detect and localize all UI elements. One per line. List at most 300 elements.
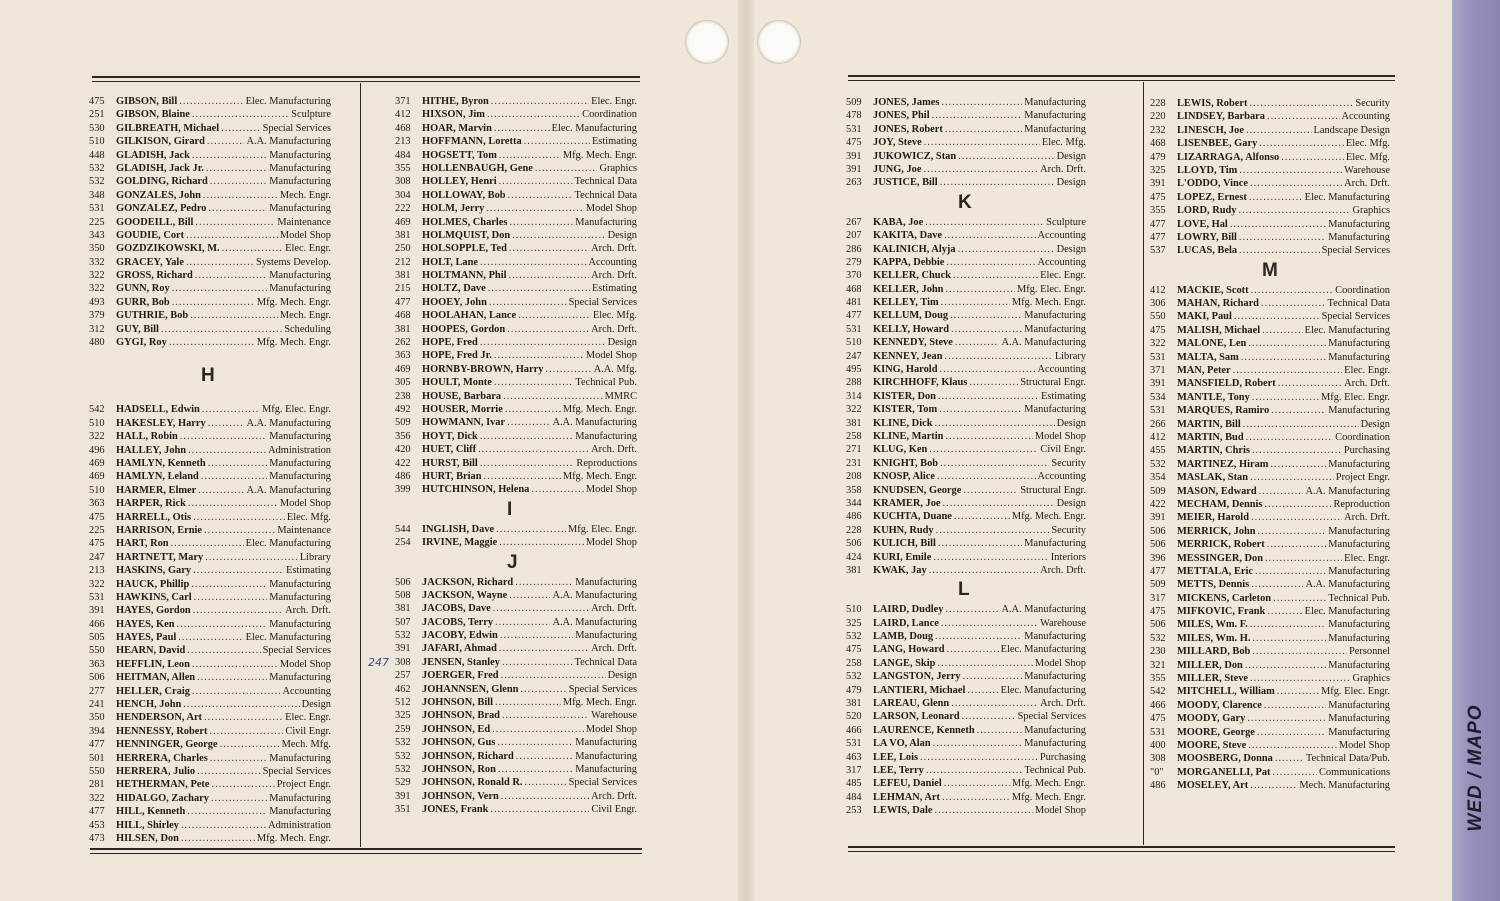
department: Manufacturing	[1328, 231, 1390, 243]
extension-number: 391	[89, 605, 105, 617]
department: Technical Data	[574, 176, 637, 188]
department: Manufacturing	[1024, 724, 1086, 736]
department: Elec. Mfg.	[1345, 151, 1390, 163]
dot-leader	[1265, 552, 1342, 565]
employee-name: KELLEY, Tim	[873, 297, 939, 309]
department: Accounting	[1341, 111, 1390, 123]
employee-name: KULICH, Bill	[873, 538, 936, 550]
directory-entry	[89, 752, 331, 765]
section-letter-heading	[395, 497, 637, 523]
department: Security	[1051, 524, 1086, 536]
directory-entry	[395, 269, 637, 282]
department: Arch. Drft.	[591, 790, 637, 802]
dot-leader	[1252, 444, 1342, 457]
directory-entry	[1150, 592, 1390, 605]
dot-leader	[489, 296, 567, 309]
directory-entry	[395, 363, 637, 376]
extension-number: 510	[846, 604, 862, 616]
extension-number: 469	[395, 216, 411, 228]
dot-leader	[515, 576, 573, 589]
extension-number: 506	[1150, 619, 1166, 631]
directory-entry	[846, 684, 1086, 697]
employee-name: KABA, Joe	[873, 216, 924, 228]
department: Manufacturing	[1328, 699, 1390, 711]
extension-number: 481	[846, 297, 862, 309]
dot-leader	[1245, 659, 1326, 672]
employee-name: HOUSER, Morrie	[422, 403, 503, 415]
employee-name: MALTA, Sam	[1177, 351, 1239, 363]
directory-entry	[846, 443, 1086, 456]
directory-entry	[1150, 498, 1390, 511]
extension-number: 391	[395, 643, 411, 655]
employee-name: GILBREATH, Michael	[116, 122, 220, 134]
book-gutter	[738, 0, 754, 901]
extension-number: 477	[89, 806, 105, 818]
dot-leader	[206, 162, 267, 175]
dot-leader	[1277, 685, 1319, 698]
extension-number: 506	[846, 538, 862, 550]
extension-number: 532	[1150, 632, 1166, 644]
department: Coordination	[1335, 284, 1390, 296]
directory-entry	[395, 750, 637, 763]
directory-entry	[1150, 391, 1390, 404]
department: A.A. Manufacturing	[552, 417, 637, 429]
dot-leader	[161, 323, 282, 336]
employee-name: MAKI, Paul	[1177, 311, 1232, 323]
directory-entry	[395, 709, 637, 722]
top-rule-right	[848, 75, 1395, 81]
directory-entry	[89, 175, 331, 188]
extension-number: 534	[1150, 391, 1166, 403]
employee-name: JONES, James	[873, 97, 940, 108]
extension-number: 542	[1150, 686, 1166, 698]
employee-name: HASKINS, Gary	[116, 565, 192, 577]
department: Manufacturing	[1328, 659, 1390, 671]
department: Mfg. Mech. Engr.	[256, 832, 331, 844]
dot-leader	[193, 511, 285, 524]
directory-entry	[89, 819, 331, 832]
employee-name: JOHNSON, Gus	[422, 737, 496, 749]
directory-entry	[89, 685, 331, 698]
extension-number: 422	[1150, 498, 1166, 510]
department: Sculpture	[1046, 216, 1086, 228]
directory-entry	[1150, 377, 1390, 390]
directory-entry	[395, 162, 637, 175]
employee-name: LEE, Lois	[873, 751, 919, 763]
department: MMRC	[604, 390, 637, 402]
section-letter: H	[201, 365, 215, 387]
dot-leader	[1246, 431, 1334, 444]
employee-name: LEHMAN, Art	[873, 791, 940, 803]
employee-name: KELLER, Chuck	[873, 270, 951, 282]
employee-name: MASON, Edward	[1177, 485, 1257, 497]
dot-leader	[512, 229, 605, 242]
extension-number: 475	[1150, 324, 1166, 336]
employee-name: MARQUES, Ramiro	[1177, 405, 1270, 417]
extension-number: 247	[846, 350, 862, 362]
directory-entry	[846, 123, 1086, 136]
department: Structural Engr.	[1020, 484, 1086, 496]
department: Manufacturing	[269, 471, 331, 483]
department: A.A. Mfg.	[593, 363, 637, 375]
directory-entry	[89, 792, 331, 805]
dot-leader	[480, 457, 575, 470]
extension-number: 348	[89, 189, 105, 201]
extension-number: 279	[846, 256, 862, 268]
dot-leader	[480, 256, 587, 269]
department: Accounting	[282, 685, 331, 697]
section-letter-heading	[1150, 258, 1390, 284]
extension-number: 477	[89, 739, 105, 751]
extension-number: 358	[846, 484, 862, 496]
extension-number: 492	[395, 403, 411, 415]
dot-leader	[178, 631, 243, 644]
department: Warehouse	[591, 710, 637, 722]
department: Library	[1054, 350, 1086, 362]
directory-entry	[1150, 244, 1390, 257]
directory-entry	[846, 216, 1086, 229]
employee-name: MALISH, Michael	[1177, 324, 1261, 336]
department: Manufacturing	[1328, 351, 1390, 363]
extension-number: 322	[1150, 338, 1166, 350]
dot-leader	[190, 309, 278, 322]
employee-name: JACOBS, Terry	[422, 616, 494, 628]
department: Manufacturing	[1328, 726, 1390, 738]
dot-leader	[1251, 511, 1342, 524]
dot-leader	[483, 470, 560, 483]
directory-entry	[846, 791, 1086, 804]
dot-leader	[494, 376, 574, 389]
dot-leader	[172, 296, 255, 309]
employee-name: GLADISH, Jack Jr.	[116, 162, 204, 174]
dot-leader	[1267, 110, 1340, 123]
dot-leader	[1234, 310, 1320, 323]
directory-entry	[89, 242, 331, 255]
department: Manufacturing	[1024, 404, 1086, 416]
dot-leader	[208, 417, 245, 430]
directory-entry	[89, 282, 331, 295]
directory-entry	[1150, 565, 1390, 578]
dot-leader	[945, 430, 1032, 443]
extension-number: 381	[395, 270, 411, 282]
dot-leader	[191, 578, 267, 591]
directory-entry	[846, 243, 1086, 256]
directory-entry	[89, 202, 331, 215]
dot-leader	[486, 202, 584, 215]
directory-entry	[89, 578, 331, 591]
dot-leader	[940, 457, 1049, 470]
department: Structural Engr.	[1020, 377, 1086, 389]
extension-number: 238	[395, 390, 411, 402]
department: Mech. Engr.	[279, 310, 331, 322]
directory-entry	[89, 430, 331, 443]
dot-leader	[962, 710, 1016, 723]
department: Manufacturing	[1024, 110, 1086, 122]
extension-number: 510	[89, 136, 105, 148]
dot-leader	[188, 497, 278, 510]
dot-leader	[1264, 498, 1331, 511]
employee-name: HOLSOPPLE, Ted	[422, 243, 507, 255]
extension-number: 531	[1150, 726, 1166, 738]
extension-number: 344	[846, 497, 862, 509]
employee-name: HARPER, Rick	[116, 498, 186, 510]
extension-number: 510	[846, 337, 862, 349]
directory-entry	[846, 376, 1086, 389]
section-letter-heading	[846, 577, 1086, 603]
employee-name: HOPE, Fred Jr.	[422, 350, 492, 362]
extension-number: 322	[89, 578, 105, 590]
department: Reproduction	[1333, 498, 1390, 510]
employee-name: MOOSBERG, Donna	[1177, 753, 1273, 765]
directory-entry	[1150, 485, 1390, 498]
extension-number: 542	[89, 404, 105, 416]
extension-number: 230	[1150, 646, 1166, 658]
employee-name: JENSEN, Stanley	[422, 656, 500, 668]
extension-number: 532	[1150, 458, 1166, 470]
extension-number: 314	[846, 390, 862, 402]
directory-entry	[1150, 364, 1390, 377]
employee-name: MARTIN, Bud	[1177, 431, 1244, 443]
department: Mfg. Elec. Engr.	[262, 404, 331, 416]
employee-name: HITHE, Byron	[422, 96, 489, 107]
dot-leader	[929, 443, 1038, 456]
extension-number: 550	[89, 645, 105, 657]
employee-name: LAIRD, Dudley	[873, 604, 944, 616]
employee-name: HART, Ron	[116, 538, 169, 550]
extension-number: 422	[395, 457, 411, 469]
dot-leader	[502, 656, 573, 669]
directory-entry	[1150, 418, 1390, 431]
directory-entry	[1150, 191, 1390, 204]
extension-number: 531	[846, 323, 862, 335]
department: Manufacturing	[1024, 97, 1086, 108]
employee-name: HURST, Bill	[422, 457, 478, 469]
directory-column-4	[1150, 97, 1390, 793]
dot-leader	[192, 149, 267, 162]
department: Project Engr.	[1335, 472, 1390, 484]
extension-number: 506	[89, 672, 105, 684]
dot-leader	[947, 643, 999, 656]
extension-number: 455	[1150, 445, 1166, 457]
section-letter: L	[958, 579, 970, 601]
department: Manufacturing	[1024, 310, 1086, 322]
dot-leader	[1250, 471, 1334, 484]
employee-name: KENNEY, Jean	[873, 350, 943, 362]
directory-entry	[89, 403, 331, 416]
employee-name: MALONE, Len	[1177, 338, 1247, 350]
employee-name: LEE, Terry	[873, 764, 924, 776]
extension-number: 469	[89, 471, 105, 483]
directory-entry	[846, 430, 1086, 443]
directory-entry	[89, 309, 331, 322]
employee-name: HAUCK, Phillip	[116, 578, 190, 590]
dot-leader	[1262, 324, 1302, 337]
directory-entry	[846, 269, 1086, 282]
directory-entry	[395, 602, 637, 615]
extension-number: 484	[846, 791, 862, 803]
extension-number: 475	[89, 511, 105, 523]
dot-leader	[181, 832, 255, 845]
directory-entry	[1150, 552, 1390, 565]
dot-leader	[498, 763, 573, 776]
directory-entry	[846, 457, 1086, 470]
department: Mfg. Mech. Engr.	[562, 697, 637, 709]
department: Design	[1360, 418, 1390, 430]
employee-name: L'ODDO, Vince	[1177, 178, 1249, 190]
department: Special Services	[568, 296, 637, 308]
extension-number: 371	[395, 96, 411, 107]
dot-leader	[492, 723, 584, 736]
department: Design	[607, 229, 637, 241]
extension-number: 484	[395, 149, 411, 161]
dot-leader	[169, 336, 255, 349]
employee-name: MOSELEY, Art	[1177, 780, 1249, 792]
employee-name: HOFFMANN, Loretta	[422, 136, 522, 148]
extension-number: 532	[846, 671, 862, 683]
department: Elec. Mfg.	[286, 511, 331, 523]
dot-leader	[171, 537, 244, 550]
extension-number: 213	[89, 565, 105, 577]
extension-number: 468	[395, 122, 411, 134]
department: Model Shop	[279, 658, 331, 670]
directory-entry	[89, 95, 331, 108]
directory-entry	[846, 403, 1086, 416]
section-letter-heading	[89, 363, 331, 389]
employee-name: LA VO, Alan	[873, 738, 931, 750]
employee-name: KNUDSEN, George	[873, 484, 962, 496]
directory-entry	[1150, 525, 1390, 538]
dot-leader	[499, 536, 584, 549]
employee-name: GIBSON, Bill	[116, 96, 178, 107]
department: Accounting	[1037, 471, 1086, 483]
directory-entry	[89, 644, 331, 657]
department: Elec. Mfg.	[1041, 137, 1086, 149]
employee-name: HELLER, Craig	[116, 685, 190, 697]
department: Model Shop	[1338, 739, 1390, 751]
directory-entry	[1150, 97, 1390, 110]
extension-number: 520	[846, 711, 862, 723]
directory-entry	[846, 804, 1086, 817]
extension-number: 532	[395, 750, 411, 762]
directory-entry	[846, 524, 1086, 537]
dot-leader	[195, 269, 267, 282]
employee-name: MESSINGER, Don	[1177, 552, 1264, 564]
department: Model Shop	[585, 723, 637, 735]
dot-leader	[934, 417, 1054, 430]
extension-number: 363	[89, 498, 105, 510]
department: Mfg. Elec. Engr.	[1017, 283, 1086, 295]
employee-name: MACKIE, Scott	[1177, 284, 1249, 296]
dot-leader	[211, 792, 267, 805]
extension-number: 477	[846, 310, 862, 322]
extension-number: 391	[1150, 178, 1166, 190]
employee-name: HOAR, Marvin	[422, 122, 492, 134]
department: Graphics	[1352, 673, 1390, 685]
employee-name: HOLLEY, Henri	[422, 176, 497, 188]
department: Coordination	[582, 109, 637, 121]
department: Elec. Manufacturing	[245, 96, 331, 107]
employee-name: LAREAU, Glenn	[873, 698, 950, 710]
extension-number: 420	[395, 444, 411, 456]
extension-number: 351	[395, 804, 411, 816]
dot-leader	[503, 390, 603, 403]
directory-entry	[89, 711, 331, 724]
employee-name: HILL, Kenneth	[116, 806, 186, 818]
directory-entry	[395, 135, 637, 148]
employee-name: KALINICH, Alyja	[873, 243, 956, 255]
dot-leader	[936, 524, 1050, 537]
employee-name: LEWIS, Robert	[1177, 98, 1248, 109]
department: Manufacturing	[269, 806, 331, 818]
employee-name: HOPE, Fred	[422, 337, 478, 349]
department: Mech. Manufacturing	[1299, 780, 1390, 792]
department: Administration	[268, 444, 331, 456]
department: Technical Data	[1327, 298, 1390, 310]
directory-entry	[1150, 645, 1390, 658]
directory-entry	[395, 457, 637, 470]
directory-entry	[846, 163, 1086, 176]
employee-name: GRACEY, Yale	[116, 256, 184, 268]
department: Mfg. Mech. Engr.	[1011, 778, 1086, 790]
dot-leader	[1267, 538, 1327, 551]
extension-number: 277	[89, 685, 105, 697]
directory-entry	[1150, 124, 1390, 137]
dot-leader	[194, 591, 268, 604]
employee-name: INGLISH, Dave	[422, 523, 495, 535]
employee-name: HIXSON, Jim	[422, 109, 485, 121]
dot-leader	[210, 175, 267, 188]
extension-number: 355	[1150, 673, 1166, 685]
extension-number: 475	[1150, 606, 1166, 618]
directory-entry	[89, 591, 331, 604]
binder-hole-left	[686, 21, 728, 63]
dot-leader	[1250, 672, 1350, 685]
extension-number: 479	[1150, 151, 1166, 163]
employee-name: GIBSON, Blaine	[116, 109, 190, 121]
directory-entry	[846, 390, 1086, 403]
department: Project Engr.	[276, 779, 331, 791]
extension-number: 304	[395, 189, 411, 201]
extension-number: 225	[89, 524, 105, 536]
department: Elec. Manufacturing	[1304, 606, 1390, 618]
department: Special Services	[568, 777, 637, 789]
dot-leader	[1246, 124, 1312, 137]
directory-entry	[1150, 659, 1390, 672]
employee-name: JOHNSON, Ronald R.	[422, 777, 523, 789]
employee-name: HAYES, Gordon	[116, 605, 191, 617]
extension-number: 466	[846, 724, 862, 736]
directory-entry	[1150, 618, 1390, 631]
directory-entry	[395, 683, 637, 696]
department: Model Shop	[279, 229, 331, 241]
directory-entry	[1150, 538, 1390, 551]
employee-name: KLINE, Dick	[873, 417, 933, 429]
dot-leader	[1278, 377, 1342, 390]
dot-leader	[925, 216, 1044, 229]
directory-entry	[846, 737, 1086, 750]
employee-name: JOHNSON, Ed	[422, 723, 491, 735]
directory-entry	[846, 657, 1086, 670]
directory-entry	[846, 777, 1086, 790]
dot-leader	[204, 524, 275, 537]
employee-name: HUET, Cliff	[422, 444, 477, 456]
employee-name: JOHANNSEN, Glenn	[422, 683, 519, 695]
directory-entry	[395, 189, 637, 202]
department: Purchasing	[1343, 445, 1390, 457]
extension-number: 332	[89, 256, 105, 268]
department: Manufacturing	[269, 591, 331, 603]
employee-name: HOWMANN, Ivar	[422, 417, 506, 429]
